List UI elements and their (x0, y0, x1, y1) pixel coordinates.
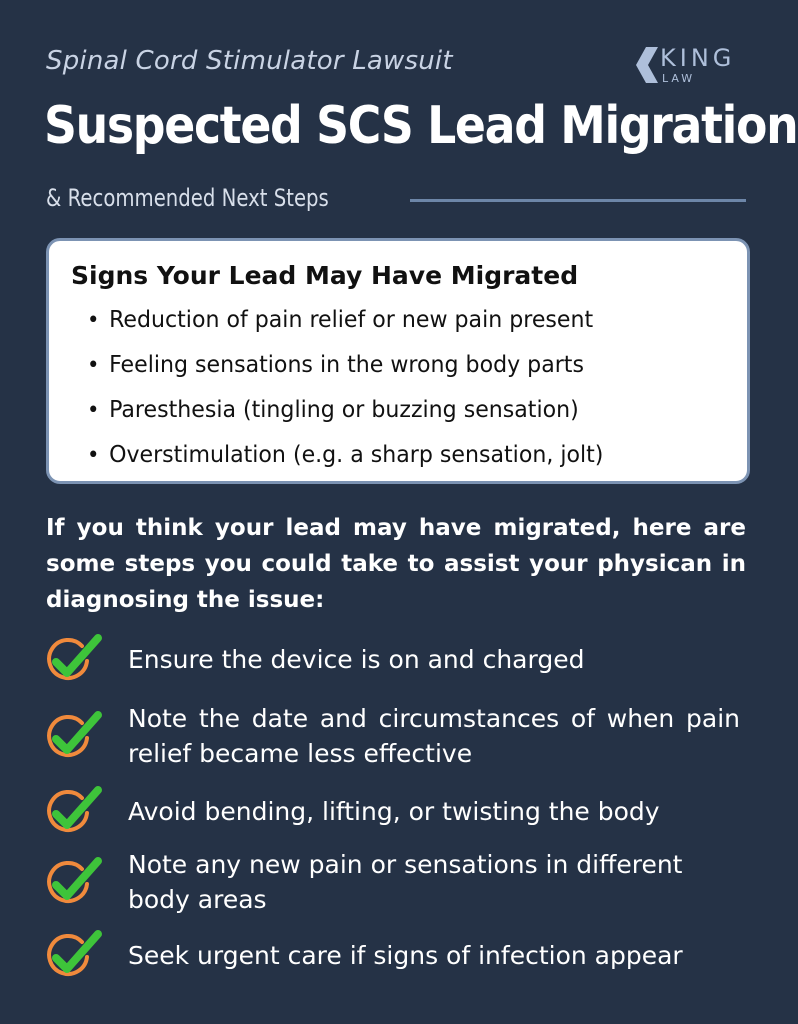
step-item (46, 928, 756, 982)
step-text: Ensure the device is on and charged (128, 644, 585, 674)
king-law-logo (636, 44, 748, 88)
intro-paragraph: If you think your lead may have migrated, here are some steps you could take to assist your physican in diagnosing the issue: (46, 515, 746, 613)
signs-title: Signs Your Lead May Have Migrated (71, 261, 579, 290)
check-circle-icon (46, 709, 104, 763)
check-circle-icon (46, 855, 104, 909)
list-item: • Overstimulation (e.g. a sharp sensation, jolt) (87, 433, 699, 478)
signs-list (71, 298, 725, 478)
list-item: • Feeling sensations in the wrong body parts (87, 343, 699, 388)
page-title: Suspected SCS Lead Migration (44, 96, 798, 156)
step-text: Note the date and circumstances of when pain relief became less effective (128, 704, 740, 768)
chevron-left-icon (636, 47, 658, 83)
list-item: • Reduction of pain relief or new pain present (87, 298, 699, 343)
step-item (46, 784, 756, 838)
check-circle-icon (46, 928, 104, 982)
step-text: Seek urgent care if signs of infection appear (128, 940, 683, 970)
step-item (46, 632, 756, 686)
tagline-divider (410, 199, 746, 202)
kicker-text: Spinal Cord Stimulator Lawsuit (46, 46, 453, 76)
step-text: Note any new pain or sensations in different body areas (128, 850, 683, 914)
check-circle-icon (46, 784, 104, 838)
step-item (46, 846, 756, 918)
list-item: • Paresthesia (tingling or buzzing sensation) (87, 388, 699, 433)
tagline: & Recommended Next Steps (46, 184, 329, 212)
signs-card (46, 238, 750, 484)
step-text: Avoid bending, lifting, or twisting the body (128, 796, 660, 826)
logo-name: KING (660, 44, 736, 72)
step-item (46, 700, 756, 772)
check-circle-icon (46, 632, 104, 686)
logo-subname: LAW (662, 72, 696, 85)
